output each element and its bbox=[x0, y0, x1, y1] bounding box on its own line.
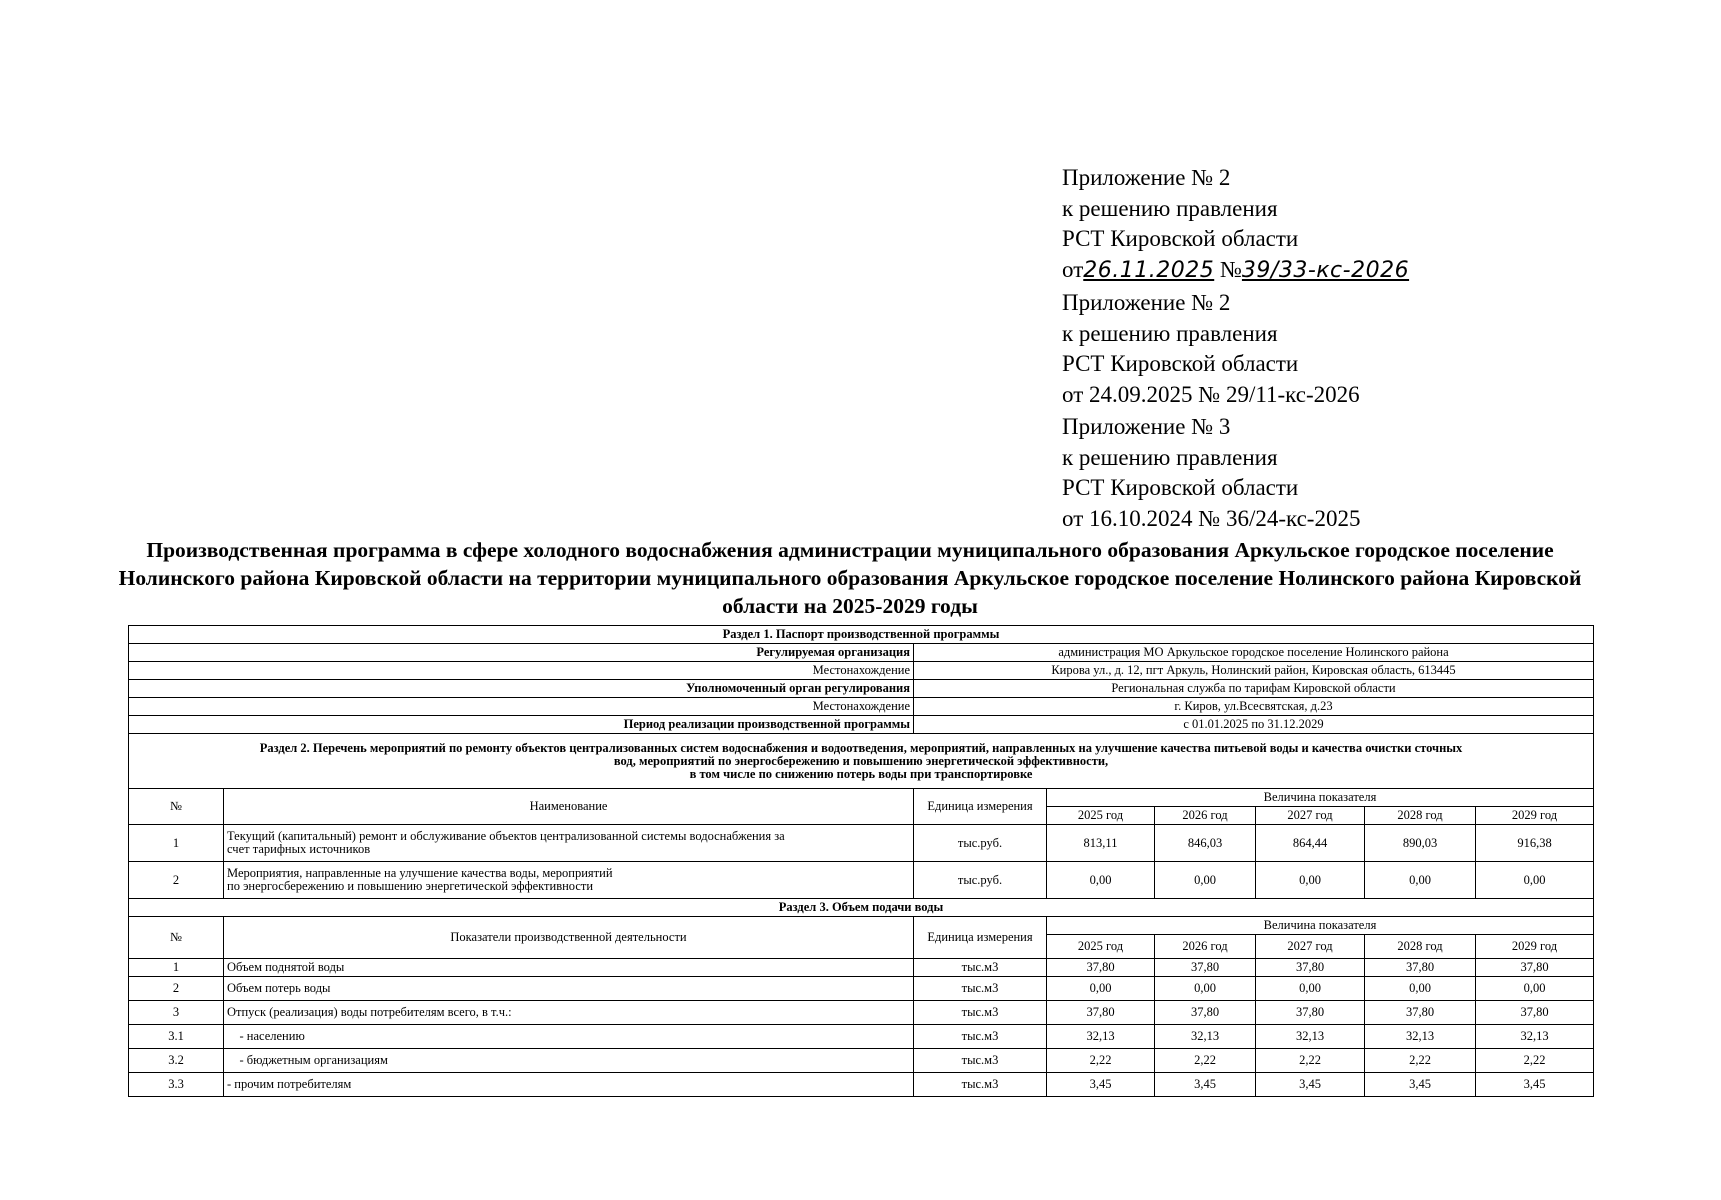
appendix-line: Приложение № 3 bbox=[1062, 414, 1231, 439]
row-value: 32,13 bbox=[1365, 1025, 1476, 1049]
row-unit: тыс.руб. bbox=[914, 862, 1047, 899]
passport-label: Уполномоченный орган регулирования bbox=[129, 680, 914, 698]
section2-header-row bbox=[129, 789, 1594, 807]
row-name: - бюджетным организациям bbox=[224, 1049, 914, 1073]
table-row bbox=[129, 977, 1594, 1001]
row-value: 2,22 bbox=[1047, 1049, 1155, 1073]
row-value: 0,00 bbox=[1256, 977, 1365, 1001]
row-value: 37,80 bbox=[1155, 959, 1256, 977]
year-header: 2025 год bbox=[1047, 935, 1155, 959]
passport-row bbox=[129, 680, 1594, 698]
appendix-original bbox=[1062, 412, 1622, 534]
appendix-date-line bbox=[1062, 255, 1622, 287]
appendix-line: от 24.09.2025 № 29/11-кс-2026 bbox=[1062, 381, 1360, 407]
row-num: 1 bbox=[129, 959, 224, 977]
appendix-line: РСТ Кировской области bbox=[1062, 351, 1299, 376]
row-num: 3.3 bbox=[129, 1073, 224, 1097]
row-value: 37,80 bbox=[1155, 1001, 1256, 1025]
section2-heading-line: в том числе по снижению потерь воды при транспортировке bbox=[689, 766, 1033, 781]
row-value: 2,22 bbox=[1365, 1049, 1476, 1073]
row-name: Объем поднятой воды bbox=[224, 959, 914, 977]
row-value: 37,80 bbox=[1476, 1001, 1594, 1025]
row-value: 3,45 bbox=[1365, 1073, 1476, 1097]
row-name: Отпуск (реализация) воды потребителям всего, в т.ч.: bbox=[224, 1001, 914, 1025]
row-value: 3,45 bbox=[1047, 1073, 1155, 1097]
col-name-header: Показатели производственной деятельности bbox=[224, 917, 914, 959]
row-value: 0,00 bbox=[1155, 862, 1256, 899]
row-unit: тыс.м3 bbox=[914, 959, 1047, 977]
table-row bbox=[129, 825, 1594, 862]
row-value: 32,13 bbox=[1256, 1025, 1365, 1049]
row-num: 3.2 bbox=[129, 1049, 224, 1073]
row-name: Объем потерь воды bbox=[224, 977, 914, 1001]
row-num: 3 bbox=[129, 1001, 224, 1025]
passport-value: с 01.01.2025 по 31.12.2029 bbox=[914, 716, 1594, 734]
appendix-line: Приложение № 2 bbox=[1062, 165, 1231, 190]
passport-value: г. Киров, ул.Всесвятская, д.23 bbox=[914, 698, 1594, 716]
section3-header-row bbox=[129, 917, 1594, 935]
passport-row bbox=[129, 644, 1594, 662]
row-value: 0,00 bbox=[1476, 862, 1594, 899]
section3-heading: Раздел 3. Объем подачи воды bbox=[129, 899, 1594, 917]
section2-heading bbox=[129, 734, 1594, 789]
row-name: - прочим потребителям bbox=[224, 1073, 914, 1097]
section2-heading-line: Раздел 2. Перечень мероприятий по ремонту объектов централизованных систем водоснабжения и водоотведения, мероприятий, направленных на улучшение качества питьевой воды и качества очистки сточных bbox=[259, 740, 1463, 755]
row-num: 3.1 bbox=[129, 1025, 224, 1049]
row-value: 32,13 bbox=[1047, 1025, 1155, 1049]
row-value: 0,00 bbox=[1047, 862, 1155, 899]
row-num: 1 bbox=[129, 825, 224, 862]
col-unit-header: Единица измерения bbox=[914, 917, 1047, 959]
row-value: 37,80 bbox=[1047, 959, 1155, 977]
year-header: 2028 год bbox=[1365, 935, 1476, 959]
passport-value: Кирова ул., д. 12, пгт Аркуль, Нолинский район, Кировская область, 613445 bbox=[914, 662, 1594, 680]
appendix-block bbox=[1062, 163, 1622, 536]
year-header: 2025 год bbox=[1047, 807, 1155, 825]
row-name: - населению bbox=[224, 1025, 914, 1049]
section1-heading-row bbox=[129, 626, 1594, 644]
year-header: 2029 год bbox=[1476, 935, 1594, 959]
row-value: 0,00 bbox=[1155, 977, 1256, 1001]
passport-value: Региональная служба по тарифам Кировской области bbox=[914, 680, 1594, 698]
row-value: 0,00 bbox=[1365, 977, 1476, 1001]
row-value: 37,80 bbox=[1256, 1001, 1365, 1025]
row-value: 2,22 bbox=[1476, 1049, 1594, 1073]
row-num: 2 bbox=[129, 862, 224, 899]
row-value: 37,80 bbox=[1476, 959, 1594, 977]
row-value: 864,44 bbox=[1256, 825, 1365, 862]
col-num-header: № bbox=[129, 917, 224, 959]
row-num: 2 bbox=[129, 977, 224, 1001]
passport-row bbox=[129, 698, 1594, 716]
year-header: 2026 год bbox=[1155, 807, 1256, 825]
year-header: 2029 год bbox=[1476, 807, 1594, 825]
appendix-previous bbox=[1062, 288, 1622, 410]
year-header: 2027 год bbox=[1256, 935, 1365, 959]
appendix-line: к решению правления bbox=[1062, 320, 1278, 346]
row-value: 37,80 bbox=[1256, 959, 1365, 977]
row-name-line: по энергосбережению и повышению энергетической эффективности bbox=[227, 879, 594, 893]
table-row bbox=[129, 959, 1594, 977]
col-name-header: Наименование bbox=[224, 789, 914, 825]
col-value-header: Величина показателя bbox=[1047, 789, 1594, 807]
appendix-current bbox=[1062, 163, 1622, 286]
row-value: 37,80 bbox=[1047, 1001, 1155, 1025]
row-value: 0,00 bbox=[1365, 862, 1476, 899]
section2-heading-row bbox=[129, 734, 1594, 789]
appendix-line: к решению правления bbox=[1062, 195, 1278, 221]
passport-label: Регулируемая организация bbox=[129, 644, 914, 662]
row-name bbox=[224, 862, 914, 899]
appendix-line: от 16.10.2024 № 36/24-кс-2025 bbox=[1062, 505, 1361, 531]
row-value: 32,13 bbox=[1476, 1025, 1594, 1049]
col-value-header: Величина показателя bbox=[1047, 917, 1594, 935]
section3-heading-row bbox=[129, 899, 1594, 917]
passport-row bbox=[129, 716, 1594, 734]
row-value: 3,45 bbox=[1155, 1073, 1256, 1097]
row-value: 813,11 bbox=[1047, 825, 1155, 862]
row-unit: тыс.руб. bbox=[914, 825, 1047, 862]
passport-label: Местонахождение bbox=[129, 698, 914, 716]
row-value: 0,00 bbox=[1256, 862, 1365, 899]
row-value: 3,45 bbox=[1256, 1073, 1365, 1097]
passport-value: администрация МО Аркульское городское поселение Нолинского района bbox=[914, 644, 1594, 662]
row-value: 890,03 bbox=[1365, 825, 1476, 862]
appendix-line: РСТ Кировской области bbox=[1062, 475, 1299, 500]
row-unit: тыс.м3 bbox=[914, 1049, 1047, 1073]
table-row bbox=[129, 1025, 1594, 1049]
row-name-line: счет тарифных источников bbox=[227, 842, 371, 856]
appendix-line: к решению правления bbox=[1062, 444, 1278, 470]
row-unit: тыс.м3 bbox=[914, 1025, 1047, 1049]
row-value: 2,22 bbox=[1155, 1049, 1256, 1073]
passport-label: Местонахождение bbox=[129, 662, 914, 680]
row-value: 2,22 bbox=[1256, 1049, 1365, 1073]
year-header: 2028 год bbox=[1365, 807, 1476, 825]
passport-label: Период реализации производственной программы bbox=[129, 716, 914, 734]
row-name-line: Текущий (капитальный) ремонт и обслуживание объектов централизованной системы водоснабжения за bbox=[227, 829, 785, 843]
appendix-line: РСТ Кировской области bbox=[1062, 226, 1299, 251]
row-unit: тыс.м3 bbox=[914, 1001, 1047, 1025]
date-prefix: от bbox=[1062, 256, 1084, 282]
year-header: 2026 год bbox=[1155, 935, 1256, 959]
row-value: 32,13 bbox=[1155, 1025, 1256, 1049]
row-value: 37,80 bbox=[1365, 959, 1476, 977]
year-header: 2027 год bbox=[1256, 807, 1365, 825]
row-value: 0,00 bbox=[1047, 977, 1155, 1001]
col-unit-header: Единица измерения bbox=[914, 789, 1047, 825]
section1-heading: Раздел 1. Паспорт производственной программы bbox=[129, 626, 1594, 644]
row-value: 37,80 bbox=[1365, 1001, 1476, 1025]
table-row bbox=[129, 1001, 1594, 1025]
row-name bbox=[224, 825, 914, 862]
row-value: 0,00 bbox=[1476, 977, 1594, 1001]
handwritten-number: 39/33-кс-2026 bbox=[1241, 257, 1410, 283]
table-row bbox=[129, 1073, 1594, 1097]
program-table bbox=[128, 625, 1594, 1097]
row-unit: тыс.м3 bbox=[914, 977, 1047, 1001]
handwritten-date: 26.11.2025 bbox=[1083, 257, 1215, 283]
appendix-line: Приложение № 2 bbox=[1062, 290, 1231, 315]
row-value: 916,38 bbox=[1476, 825, 1594, 862]
section2-heading-line: вод, мероприятий по энергосбережению и повышению энергетической эффективности, bbox=[613, 753, 1109, 768]
number-prefix: № bbox=[1219, 256, 1242, 282]
row-value: 3,45 bbox=[1476, 1073, 1594, 1097]
row-value: 846,03 bbox=[1155, 825, 1256, 862]
table-row bbox=[129, 1049, 1594, 1073]
document-title: Производственная программа в сфере холодного водоснабжения администрации муниципального образования Аркульское городское поселение Нолинского района Кировской области на территории муниципального образования Аркульское городское поселение Нолинского района Кировской области на 2025-2029 годы bbox=[118, 538, 1582, 618]
row-name-line: Мероприятия, направленные на улучшение качества воды, мероприятий bbox=[227, 866, 613, 880]
passport-row bbox=[129, 662, 1594, 680]
row-unit: тыс.м3 bbox=[914, 1073, 1047, 1097]
col-num-header: № bbox=[129, 789, 224, 825]
table-row bbox=[129, 862, 1594, 899]
